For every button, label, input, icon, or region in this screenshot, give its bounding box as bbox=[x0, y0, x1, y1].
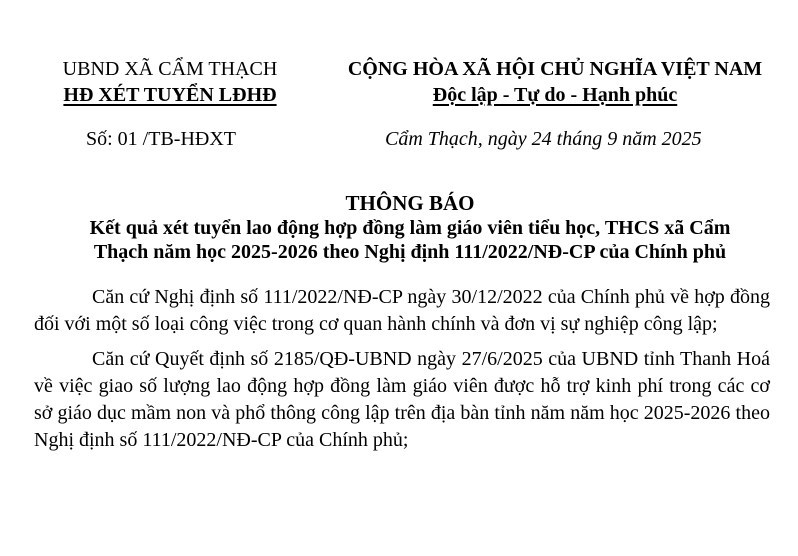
authority-name: UBND XÃ CẨM THẠCH bbox=[62, 58, 278, 80]
place-and-date: Cẩm Thạch, ngày 24 tháng 9 năm 2025 bbox=[385, 128, 702, 150]
document-title-block bbox=[30, 190, 790, 264]
country-name: CỘNG HÒA XÃ HỘI CHỦ NGHĨA VIỆT NAM bbox=[347, 58, 763, 80]
council-name: HĐ XÉT TUYỂN LĐHĐ bbox=[63, 84, 277, 106]
legal-basis-paragraph: Căn cứ Nghị định số 111/2022/NĐ-CP ngày 30/12/2022 của Chính phủ về hợp đồng đối với một số loại công việc trong cơ quan hành chính và đơn vị sự nghiệp công lập; bbox=[34, 286, 770, 335]
issuing-authority bbox=[40, 56, 300, 108]
document-body bbox=[34, 284, 770, 462]
document-title: THÔNG BÁO bbox=[345, 191, 475, 215]
document-subtitle-line-2: Thạch năm học 2025-2026 theo Nghị định 111/2022/NĐ-CP của Chính phủ bbox=[93, 241, 727, 263]
national-motto: Độc lập - Tự do - Hạnh phúc bbox=[432, 84, 678, 106]
document-subtitle-line-1: Kết quả xét tuyển lao động hợp đồng làm giáo viên tiểu học, THCS xã Cẩm bbox=[89, 217, 731, 239]
legal-basis-paragraph: Căn cứ Quyết định số 2185/QĐ-UBND ngày 27/6/2025 của UBND tỉnh Thanh Hoá về việc giao số lượng lao động hợp đồng làm giáo viên được hỗ trợ kinh phí trong các cơ sở giáo dục mầm non và phổ thông công lập trên địa bàn tỉnh năm năm học 2025-2026 theo Nghị định số 111/2022/NĐ-CP của Chính phủ; bbox=[34, 348, 770, 451]
document-number: Số: 01 /TB-HĐXT bbox=[86, 128, 236, 150]
national-heading bbox=[320, 56, 790, 108]
